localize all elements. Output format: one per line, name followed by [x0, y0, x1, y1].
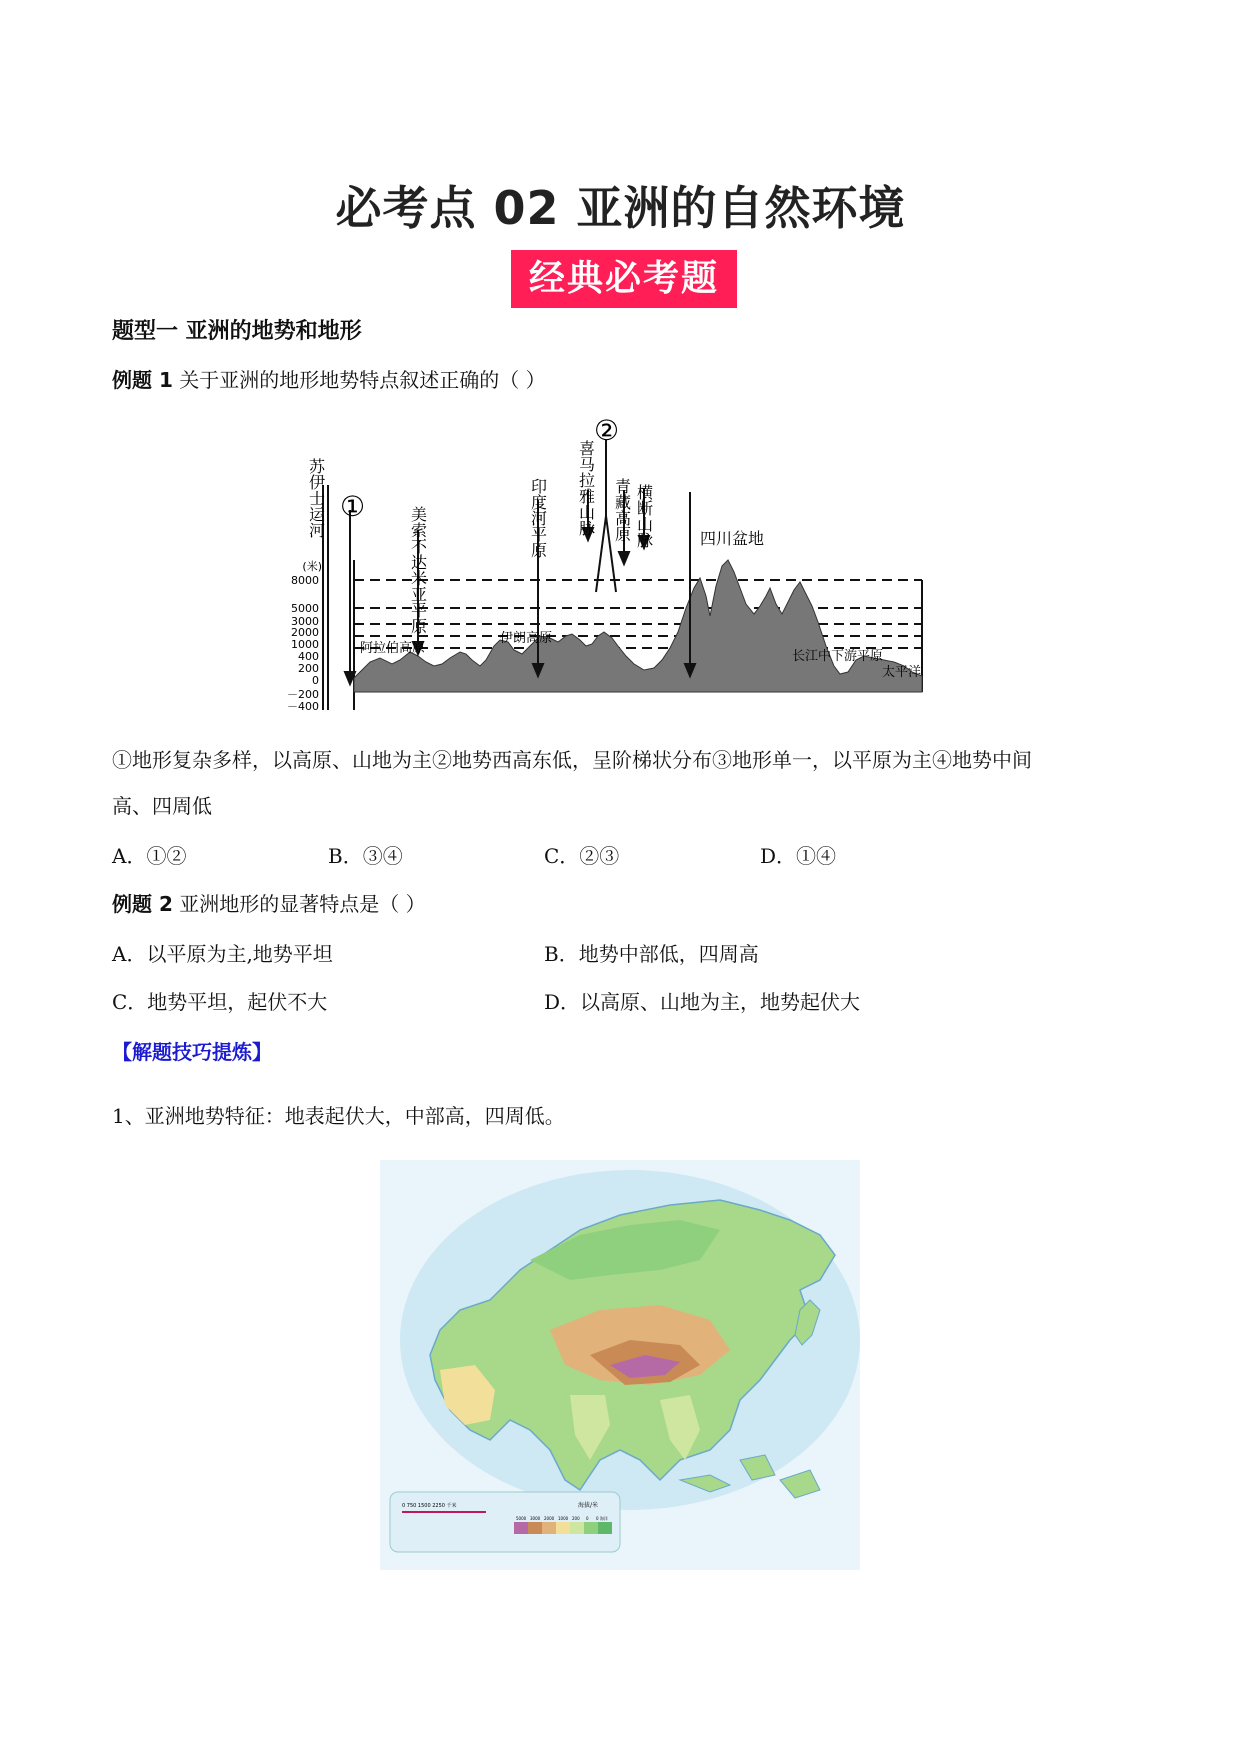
- elevation-tick: 400: [298, 650, 319, 663]
- example1-question-text: 关于亚洲的地形地势特点叙述正确的（ ）: [179, 368, 546, 392]
- elevation-tick: 0: [312, 674, 319, 687]
- profile-marker-2: ②: [594, 414, 620, 447]
- page-title: 必考点 02 亚洲的自然环境: [335, 181, 906, 235]
- label-pacific: 太平洋: [882, 665, 922, 680]
- legend-value: 0: [586, 1516, 589, 1521]
- example2-option-c: C．地势平坦，起伏不大: [112, 990, 328, 1014]
- elevation-tick-labels: [287, 559, 322, 713]
- label-indus-plain: 印度河平原: [528, 478, 548, 558]
- example2-option-d: D．以高原、山地为主，地势起伏大: [544, 990, 861, 1014]
- profile-marker-1: ①: [340, 490, 366, 523]
- example2-option-a: A．以平原为主,地势平坦: [112, 942, 333, 966]
- elevation-tick: 2000: [291, 626, 319, 639]
- example1-statements-line1: ①地形复杂多样，以高原、山地为主②地势西高东低，呈阶梯状分布③地形单一，以平原为主④地势中间: [112, 748, 1032, 772]
- elevation-dashed-lines: [354, 580, 922, 648]
- legend-value: 3000: [530, 1516, 541, 1521]
- example1-option-c: C．②③: [544, 844, 620, 868]
- legend-value: 200: [572, 1516, 580, 1521]
- map-scale-label: 0 750 1500 2250 千米: [402, 1503, 457, 1509]
- label-himalaya: 喜马拉雅山脉: [576, 440, 596, 536]
- legend-value: 0 海洋: [596, 1516, 608, 1521]
- map-legend-title: 海拔/米: [578, 1502, 599, 1509]
- legend-value: 1000: [558, 1516, 569, 1521]
- example1-option-d: D．①④: [760, 844, 837, 868]
- elevation-tick: 5000: [291, 602, 319, 615]
- vertical-place-labels: [307, 440, 654, 634]
- elevation-tick: 8000: [291, 574, 319, 587]
- example1-option-a: A．①②: [112, 844, 187, 868]
- section-heading: 题型一 亚洲的地势和地形: [112, 319, 362, 344]
- example1-label: 例题 1: [112, 368, 173, 392]
- example2-label: 例题 2: [112, 892, 173, 916]
- tips-heading: 【解题技巧提炼】: [112, 1040, 272, 1064]
- label-suez-canal: 苏伊士运河: [306, 458, 326, 538]
- legend-swatch: [528, 1522, 542, 1534]
- legend-swatch: [556, 1522, 570, 1534]
- label-tibet-plateau: 青藏高原: [612, 478, 632, 542]
- example1-statements-line2: 高、四周低: [112, 794, 212, 818]
- classic-exam-badge: 经典必考题: [511, 250, 737, 308]
- label-yangtze-plain: 长江中下游平原: [792, 649, 884, 664]
- legend-swatch: [514, 1522, 528, 1534]
- label-hengduan: 横断山脉: [634, 484, 654, 548]
- legend-swatch: [598, 1522, 612, 1534]
- example1-option-b: B．③④: [328, 844, 403, 868]
- legend-swatch: [570, 1522, 584, 1534]
- elevation-tick: 3000: [291, 615, 319, 628]
- horizontal-place-labels: [360, 529, 921, 680]
- example1-question: [112, 366, 546, 394]
- tip-1: 1、亚洲地势特征：地表起伏大，中部高，四周低。: [112, 1104, 565, 1128]
- map-legend-swatches: [514, 1522, 612, 1534]
- example2-question: [112, 890, 426, 918]
- example2-question-text: 亚洲地形的显著特点是（ ）: [179, 892, 426, 916]
- label-sichuan-basin: 四川盆地: [700, 529, 765, 548]
- legend-value: 5000: [516, 1516, 527, 1521]
- elevation-tick: 200: [298, 662, 319, 675]
- label-mesopotamia: 美索不达米亚平原: [408, 506, 428, 634]
- legend-value: 2000: [544, 1516, 555, 1521]
- elevation-tick: －400: [287, 700, 319, 713]
- legend-swatch: [584, 1522, 598, 1534]
- example2-option-b: B．地势中部低，四周高: [544, 942, 759, 966]
- elevation-tick: 1000: [291, 638, 319, 651]
- asia-physical-map: [380, 1160, 860, 1570]
- elevation-tick: －200: [287, 688, 319, 701]
- elevation-unit: (米): [302, 560, 322, 573]
- label-iranian-plateau: 伊朗高原: [500, 631, 553, 646]
- asia-terrain-profile-figure: [287, 410, 940, 720]
- legend-swatch: [542, 1522, 556, 1534]
- label-arabian-plateau: 阿拉伯高原: [360, 641, 426, 656]
